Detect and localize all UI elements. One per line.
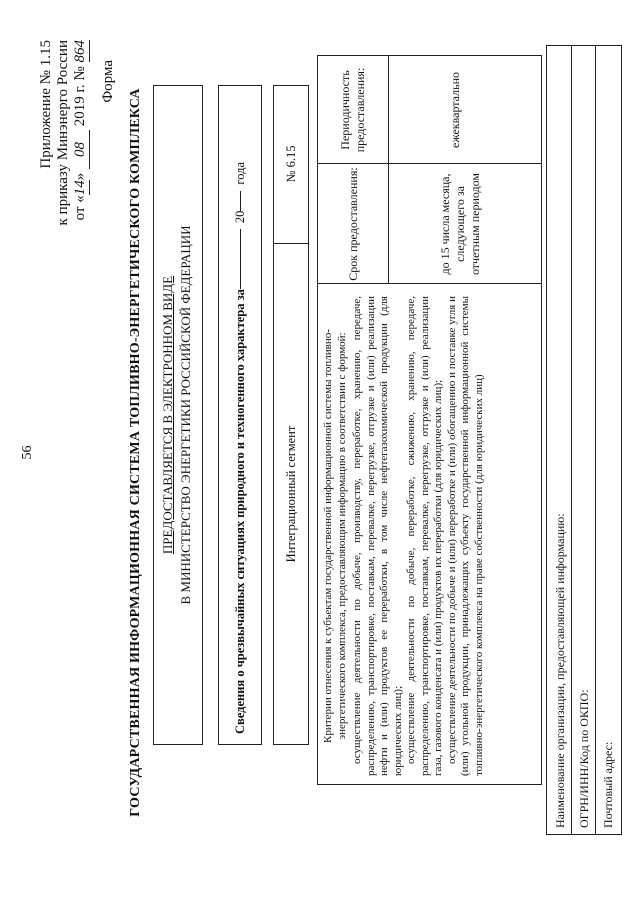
criteria-item-oil: осуществление деятельности по добыче, производству, переработке, хранению, передаче, распределению, транспортировке, поставкам, перевалке, перегрузке, отгрузке и (или) реализации нефти и (или) продуктов ее переработки, в том числе нефтегазохимической продукции (для юридических лиц); [351,296,404,776]
appendix-line-3: от «14» 08 2019 г. № 864 [72,40,88,221]
appendix-month: 08 [72,130,90,169]
org-row-divider-1 [571,46,572,834]
criteria-header: Критерии отнесения к субъектам государственной информационной системы топливно-энергетического комплекса, предоставляющим информацию в соответствии с формой: [322,329,348,743]
page-number: 56 [20,445,35,460]
form-label: Форма [100,60,116,103]
info-title-box [218,85,262,745]
main-title: ГОСУДАРСТВЕННАЯ ИНФОРМАЦИОННАЯ СИСТЕМА ТОПЛИВНО-ЭНЕРГЕТИЧЕСКОГО КОМПЛЕКСА [128,88,143,817]
org-address-label: Почтовый адрес: [601,741,615,828]
appendix-order-number: 864 [72,40,88,63]
deadline-value: до 15 числа месяца, следующего за отчетным периодом [438,172,482,276]
criteria-item-gas: осуществление деятельности по добыче, переработке, сжижению, хранению, передаче, распределению, транспортировке, поставкам, перевалке, перегрузке, отгрузке и (или) реализации газа, газового конденсата и (или) продуктов их переработки (для юридических лиц); [405,296,444,776]
criteria-item-coal: осуществление деятельности по добыче и (или) переработке и (или) обогащению и поставке угля и (или) угольной продукции, принадлежащих субъекту государственной информационной системы топливно-энергетического комплекса на праве собственности (для юридических лиц) [445,296,485,776]
info-blank [240,229,241,289]
info-title: Сведения о чрезвычайных ситуациях природного и техногенного характера за [232,289,247,734]
org-ogrn-label: ОГРН/ИНН/Код по ОКПО: [577,689,591,828]
appendix-line-1: Приложение № 1.15 [38,40,54,169]
organization-box [546,45,622,835]
criteria-table [317,55,542,785]
appendix-line-2: к приказу Минэнерго России [55,40,71,226]
appendix-block [38,40,90,225]
segment-box [273,85,309,745]
appendix-day: 14 [72,180,88,196]
submit-line-1: ПРЕДОСТАВЛЯЕТСЯ В ЭЛЕКТРОННОМ ВИДЕ [160,275,175,555]
submit-notice-box [153,85,203,745]
criteria-column [322,296,486,776]
deadline-label: Срок предоставления: [346,167,360,281]
period-label: Периодичность предоставления: [338,67,367,153]
submit-line-2: В МИНИСТЕРСТВО ЭНЕРГЕТИКИ РОССИЙСКОЙ ФЕДЕРАЦИИ [178,225,193,605]
info-year-prefix: 20 [232,210,247,224]
segment-label: Интеграционный сегмент [284,425,298,563]
org-row-divider-2 [595,46,596,834]
info-year-blank [240,191,241,211]
info-year-suffix: года [232,161,247,185]
period-value: ежеквартально [448,72,462,148]
segment-number: № 6.15 [284,145,298,183]
header-row-divider [388,56,389,284]
org-name-label: Наименование организации, предоставляющей информацию: [553,513,567,828]
